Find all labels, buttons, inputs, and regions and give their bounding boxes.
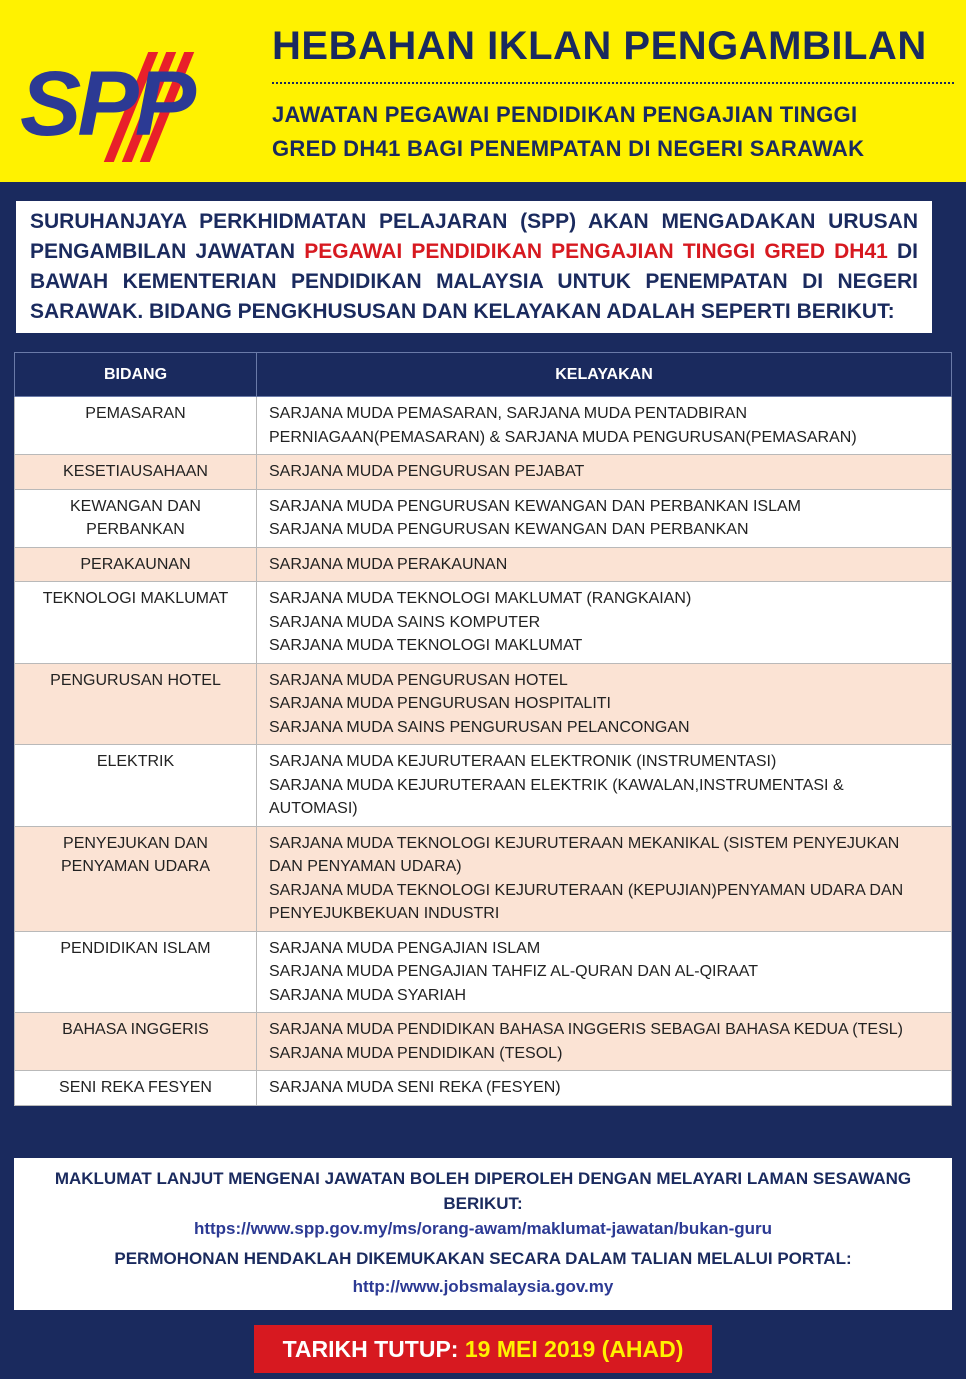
- bidang-line: SENI REKA FESYEN: [59, 1079, 212, 1096]
- table-header-row: [15, 353, 952, 397]
- kelayakan-cell: [257, 489, 952, 547]
- bidang-line: KEWANGAN DAN: [70, 497, 201, 515]
- kelayakan-line: SARJANA MUDA PENDIDIKAN (TESOL): [269, 1044, 563, 1062]
- bidang-cell: [15, 397, 257, 455]
- header-kelayakan: KELAYAKAN: [257, 353, 952, 397]
- closing-label: TARIKH TUTUP:: [282, 1336, 459, 1362]
- intro-highlight: PEGAWAI PENDIDIKAN PENGAJIAN TINGGI GRED DH41: [304, 240, 888, 263]
- bidang-line: PERBANKAN: [86, 521, 185, 538]
- intro-text-2: DI BAWAH KEMENTERIAN PENDIDIKAN MALAYSIA UNTUK PENEMPATAN DI NEGERI SARAWAK. BIDANG PENGKHUSUSAN DAN KELAYAKAN ADALAH SEPERTI BERIKUT:: [30, 240, 918, 323]
- bidang-cell: [15, 547, 257, 582]
- kelayakan-line: SARJANA MUDA PENGURUSAN HOTEL: [269, 671, 568, 689]
- bidang-cell: [15, 745, 257, 827]
- kelayakan-line: SARJANA MUDA TEKNOLOGI MAKLUMAT: [269, 637, 583, 654]
- table-row: [15, 397, 952, 455]
- jobsmalaysia-link[interactable]: http://www.jobsmalaysia.gov.my: [352, 1277, 614, 1296]
- bidang-line: PENGURUSAN HOTEL: [50, 671, 221, 689]
- spp-website-link[interactable]: https://www.spp.gov.my/ms/orang-awam/maklumat-jawatan/bukan-guru: [193, 1219, 773, 1238]
- header-bidang: BIDANG: [15, 353, 257, 397]
- bidang-cell: [15, 1071, 257, 1106]
- kelayakan-cell: [257, 931, 952, 1013]
- kelayakan-cell: [257, 1071, 952, 1106]
- bidang-line: TEKNOLOGI MAKLUMAT: [42, 590, 229, 607]
- bidang-line: PENYEJUKAN DAN: [63, 834, 208, 852]
- bidang-line: BAHASA INGGERIS: [62, 1021, 209, 1038]
- bidang-cell: [15, 1013, 257, 1071]
- info-text: MAKLUMAT LANJUT MENGENAI JAWATAN BOLEH DIPEROLEH DENGAN MELAYARI LAMAN SESAWANG BERIKUT:: [54, 1169, 912, 1213]
- bidang-cell: [15, 663, 257, 745]
- table-row: [15, 547, 952, 582]
- table-row: [15, 745, 952, 827]
- kelayakan-line: AUTOMASI): [269, 800, 358, 817]
- kelayakan-line: SARJANA MUDA PENGAJIAN ISLAM: [269, 939, 541, 957]
- bidang-cell: [15, 455, 257, 490]
- info-box: [14, 1158, 952, 1310]
- bidang-line: PENYAMAN UDARA: [60, 858, 211, 875]
- kelayakan-line: SARJANA MUDA SAINS PENGURUSAN PELANCONGAN: [269, 718, 690, 736]
- intro-paragraph: [16, 201, 932, 333]
- page-subtitle: [272, 98, 952, 166]
- subtitle-line-2: GRED DH41 BAGI PENEMPATAN DI NEGERI SARAWAK: [272, 136, 865, 161]
- bidang-line: PENDIDIKAN ISLAM: [60, 939, 211, 957]
- portal-text: PERMOHONAN HENDAKLAH DIKEMUKAKAN SECARA DALAM TALIAN MELALUI PORTAL:: [114, 1249, 852, 1268]
- bidang-line: PEMASARAN: [85, 405, 186, 422]
- bidang-cell: [15, 931, 257, 1013]
- table-row: [15, 663, 952, 745]
- header-banner: [0, 0, 966, 182]
- table-row: [15, 455, 952, 490]
- kelayakan-line: SARJANA MUDA PENGURUSAN HOSPITALITI: [269, 695, 611, 712]
- intro-text-1: SURUHANJAYA PERKHIDMATAN PELAJARAN (SPP) AKAN MENGADAKAN URUSAN PENGAMBILAN JAWATAN: [30, 210, 918, 263]
- kelayakan-line: SARJANA MUDA TEKNOLOGI KEJURUTERAAN (KEPUJIAN)PENYAMAN UDARA DAN: [269, 881, 904, 899]
- title-divider: [272, 82, 954, 84]
- bidang-cell: [15, 826, 257, 931]
- kelayakan-cell: [257, 455, 952, 490]
- kelayakan-line: PENYEJUKBEKUAN INDUSTRI: [269, 905, 500, 922]
- kelayakan-line: SARJANA MUDA SAINS KOMPUTER: [269, 613, 541, 631]
- kelayakan-line: DAN PENYAMAN UDARA): [269, 858, 462, 875]
- closing-date-banner: [254, 1325, 712, 1373]
- table-row: [15, 931, 952, 1013]
- kelayakan-line: SARJANA MUDA PENGAJIAN TAHFIZ AL-QURAN DAN AL-QIRAAT: [269, 963, 758, 980]
- subtitle-line-1: JAWATAN PEGAWAI PENDIDIKAN PENGAJIAN TINGGI: [272, 102, 858, 127]
- bidang-cell: [15, 582, 257, 664]
- table-row: [15, 1013, 952, 1071]
- kelayakan-cell: [257, 1013, 952, 1071]
- spp-logo: [18, 48, 258, 156]
- kelayakan-line: SARJANA MUDA PENGURUSAN KEWANGAN DAN PERBANKAN: [269, 521, 749, 538]
- bidang-line: KESETIAUSAHAAN: [63, 463, 208, 480]
- bidang-line: ELEKTRIK: [96, 753, 175, 770]
- qualification-table: [14, 352, 952, 1106]
- bidang-cell: [15, 489, 257, 547]
- kelayakan-line: SARJANA MUDA TEKNOLOGI KEJURUTERAAN MEKANIKAL (SISTEM PENYEJUKAN: [269, 834, 900, 852]
- kelayakan-line: SARJANA MUDA SYARIAH: [269, 986, 467, 1004]
- kelayakan-line: SARJANA MUDA KEJURUTERAAN ELEKTRONIK (INSTRUMENTASI): [269, 753, 777, 770]
- kelayakan-line: SARJANA MUDA KEJURUTERAAN ELEKTRIK (KAWALAN,INSTRUMENTASI &: [269, 776, 844, 794]
- kelayakan-cell: [257, 397, 952, 455]
- kelayakan-line: SARJANA MUDA SENI REKA (FESYEN): [269, 1079, 561, 1096]
- kelayakan-line: PERNIAGAAN(PEMASARAN) & SARJANA MUDA PENGURUSAN(PEMASARAN): [269, 428, 857, 446]
- kelayakan-line: SARJANA MUDA PENGURUSAN KEWANGAN DAN PERBANKAN ISLAM: [269, 497, 801, 515]
- kelayakan-line: SARJANA MUDA PENGURUSAN PEJABAT: [269, 463, 585, 480]
- table-row: [15, 582, 952, 664]
- kelayakan-cell: [257, 826, 952, 931]
- page-title: HEBAHAN IKLAN PENGAMBILAN: [272, 24, 927, 68]
- logo-text: SPP: [20, 53, 193, 155]
- table-row: [15, 1071, 952, 1106]
- kelayakan-line: SARJANA MUDA TEKNOLOGI MAKLUMAT (RANGKAIAN): [269, 590, 692, 607]
- kelayakan-line: SARJANA MUDA PEMASARAN, SARJANA MUDA PENTADBIRAN: [269, 405, 748, 422]
- kelayakan-line: SARJANA MUDA PENDIDIKAN BAHASA INGGERIS SEBAGAI BAHASA KEDUA (TESL): [269, 1021, 903, 1038]
- table-row: [15, 826, 952, 931]
- kelayakan-cell: [257, 547, 952, 582]
- kelayakan-cell: [257, 582, 952, 664]
- kelayakan-cell: [257, 745, 952, 827]
- kelayakan-line: SARJANA MUDA PERAKAUNAN: [269, 555, 508, 573]
- bidang-line: PERAKAUNAN: [80, 555, 191, 573]
- kelayakan-cell: [257, 663, 952, 745]
- closing-date: 19 MEI 2019 (AHAD): [464, 1336, 684, 1362]
- table-row: [15, 489, 952, 547]
